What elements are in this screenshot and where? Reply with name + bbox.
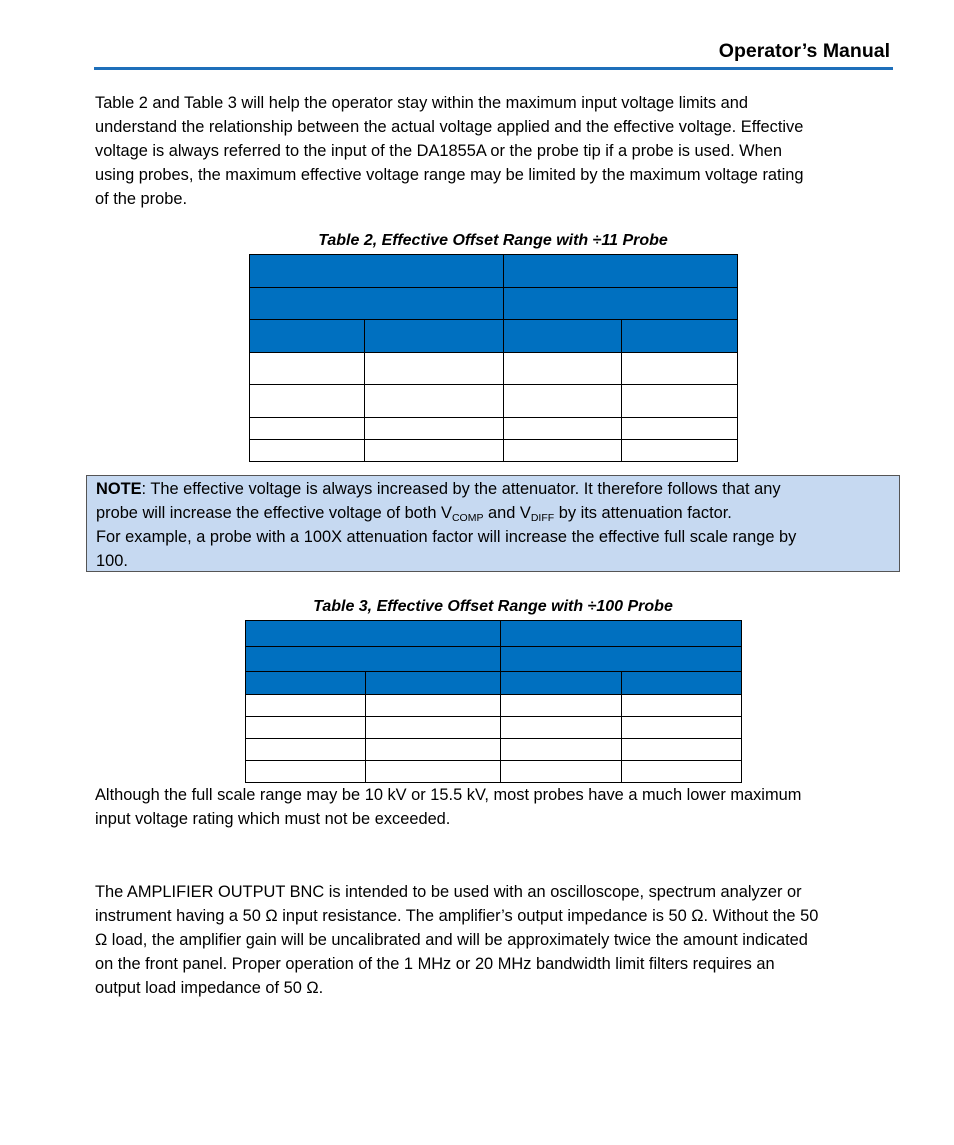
table-cell xyxy=(622,440,738,462)
table-cell xyxy=(246,621,501,647)
note-box xyxy=(86,475,900,572)
table-cell xyxy=(622,717,742,739)
table-cell xyxy=(250,320,365,353)
table-cell xyxy=(504,353,622,385)
table2-caption: Table 2, Effective Offset Range with ÷11 Probe xyxy=(318,232,668,249)
paragraph-line: input voltage rating which must not be exceeded. xyxy=(95,810,451,828)
table3-caption: Table 3, Effective Offset Range with ÷100 Probe xyxy=(313,598,673,615)
table-cell xyxy=(246,695,366,717)
table-row xyxy=(246,621,742,647)
intro-line: of the probe. xyxy=(95,190,188,208)
table-cell xyxy=(622,761,742,783)
amplifier-output-paragraph xyxy=(95,880,895,1000)
page-header-title: Operator’s Manual xyxy=(718,40,890,62)
table-cell xyxy=(250,440,365,462)
table-row xyxy=(250,353,738,385)
table-cell xyxy=(365,418,504,440)
table-cell xyxy=(622,672,742,695)
note-line: probe will increase the effective voltage of both $V_{COMP}$ and $V_{DIFF}$ by its attenuation factor. xyxy=(96,504,732,524)
note-line: NOTE: The effective voltage is always increased by the attenuator. It therefore follows that any xyxy=(96,480,781,498)
table-cell xyxy=(622,739,742,761)
header-divider xyxy=(94,67,893,70)
table-cell xyxy=(250,418,365,440)
table-cell xyxy=(246,739,366,761)
table-cell xyxy=(246,672,366,695)
paragraph-line: Although the full scale range may be 10 kV or 15.5 kV, most probes have a much lower maximum xyxy=(95,786,802,804)
table-cell xyxy=(504,418,622,440)
table-cell xyxy=(501,761,622,783)
table-cell xyxy=(504,288,738,320)
table-cell xyxy=(501,647,742,672)
table-cell xyxy=(366,672,501,695)
table-cell xyxy=(366,717,501,739)
table-row xyxy=(250,418,738,440)
table-cell xyxy=(246,647,501,672)
table-cell xyxy=(246,761,366,783)
table-cell xyxy=(504,320,622,353)
table-row xyxy=(250,440,738,462)
table-cell xyxy=(501,672,622,695)
table-cell xyxy=(365,320,504,353)
table-cell xyxy=(501,695,622,717)
probe-rating-paragraph xyxy=(95,783,895,831)
table-cell xyxy=(246,717,366,739)
table3 xyxy=(245,620,742,783)
paragraph-line: on the front panel. Proper operation of the 1 MHz or 20 MHz bandwidth limit filters requires an xyxy=(95,955,775,973)
table-cell xyxy=(622,320,738,353)
note-line: 100. xyxy=(96,552,128,570)
table-cell xyxy=(504,255,738,288)
table-row xyxy=(246,717,742,739)
table-row xyxy=(250,385,738,418)
paragraph-line: instrument having a 50 Ω input resistance. The amplifier’s output impedance is 50 Ω. Without the 50 xyxy=(95,907,819,925)
paragraph-line: output load impedance of 50 Ω. xyxy=(95,979,324,997)
table-row xyxy=(250,255,738,288)
table-cell xyxy=(501,621,742,647)
table-cell xyxy=(366,695,501,717)
intro-line: using probes, the maximum effective voltage range may be limited by the maximum voltage rating xyxy=(95,166,804,184)
paragraph-line: Ω load, the amplifier gain will be uncalibrated and will be approximately twice the amount indicated xyxy=(95,931,808,949)
table-cell xyxy=(365,440,504,462)
table-cell xyxy=(250,385,365,418)
table-row xyxy=(250,288,738,320)
table-cell xyxy=(250,288,504,320)
table-row xyxy=(246,761,742,783)
table-row xyxy=(250,320,738,353)
table-cell xyxy=(366,761,501,783)
table-cell xyxy=(366,739,501,761)
table-row xyxy=(246,695,742,717)
intro-line: understand the relationship between the actual voltage applied and the effective voltage. Effective xyxy=(95,118,804,136)
table-cell xyxy=(250,255,504,288)
intro-line: Table 2 and Table 3 will help the operator stay within the maximum input voltage limits and xyxy=(95,94,748,112)
table-cell xyxy=(250,353,365,385)
table-cell xyxy=(622,418,738,440)
table-row xyxy=(246,647,742,672)
table-row xyxy=(246,739,742,761)
table2 xyxy=(249,254,738,462)
intro-line: voltage is always referred to the input of the DA1855A or the probe tip if a probe is used. When xyxy=(95,142,782,160)
intro-paragraph xyxy=(95,91,895,211)
note-line: For example, a probe with a 100X attenuation factor will increase the effective full scale range by xyxy=(96,528,797,546)
table-cell xyxy=(501,739,622,761)
table-cell xyxy=(622,695,742,717)
note-label: NOTE xyxy=(96,480,142,498)
table-cell xyxy=(622,353,738,385)
table-cell xyxy=(501,717,622,739)
table-row xyxy=(246,672,742,695)
paragraph-line: The AMPLIFIER OUTPUT BNC is intended to be used with an oscilloscope, spectrum analyzer or xyxy=(95,883,802,901)
table-cell xyxy=(504,385,622,418)
table-cell xyxy=(622,385,738,418)
table-cell xyxy=(504,440,622,462)
table-cell xyxy=(365,353,504,385)
table-cell xyxy=(365,385,504,418)
